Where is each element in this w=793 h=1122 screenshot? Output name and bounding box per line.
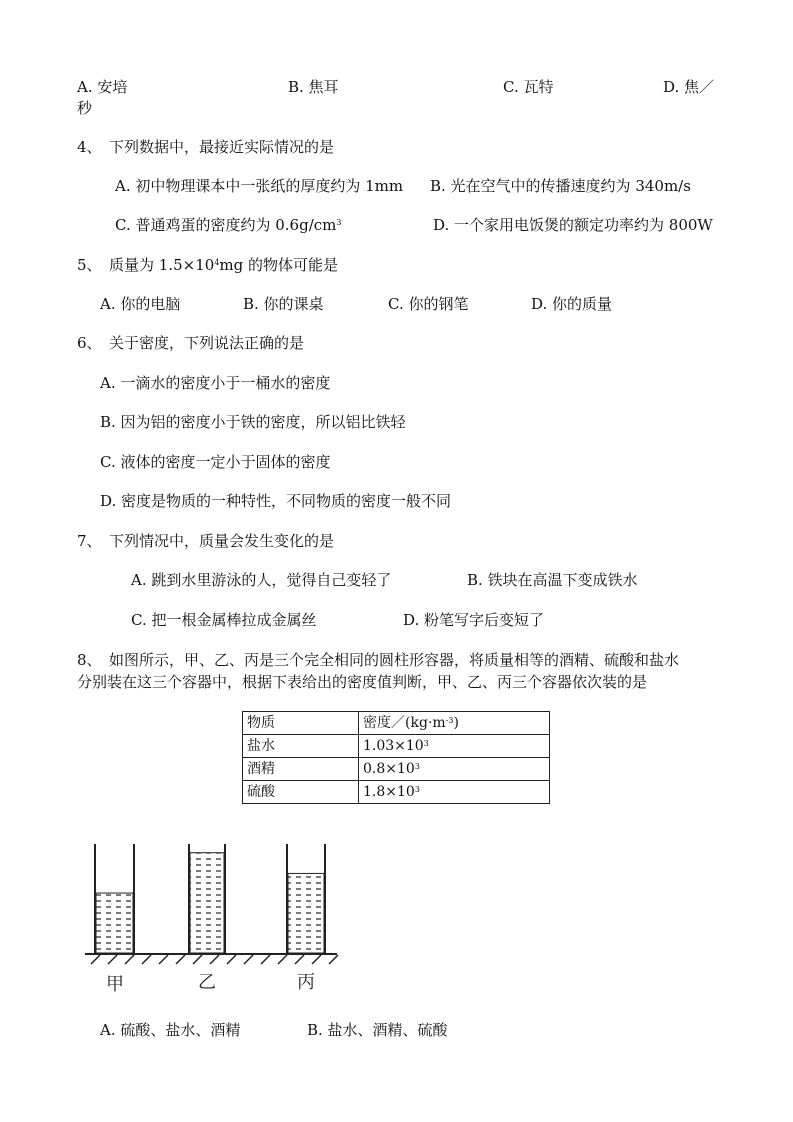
option-a: A. 安培 — [77, 78, 128, 96]
question-4-option-d: D. 一个家用电饭煲的额定功率约为 800W — [433, 216, 713, 234]
density-table — [242, 711, 550, 804]
table-row — [243, 758, 550, 781]
question-4-option-c: C. 普通鸡蛋的密度约为 $0.6g/cm^3$ — [115, 216, 342, 234]
question-7-option-b: B. 铁块在高温下变成铁水 — [467, 571, 638, 589]
table-header-substance: 物质 — [243, 712, 359, 735]
question-8-option-a: A. 硫酸、盐水、酒精 — [100, 1021, 241, 1039]
option-d-continued: 秒 — [77, 99, 93, 117]
liquid-jia — [96, 893, 133, 953]
question-4-option-b: B. 光在空气中的传播速度约为 340m/s — [430, 177, 691, 195]
question-5-option-a: A. 你的电脑 — [100, 295, 181, 313]
liquid-yi — [190, 853, 224, 953]
question-5-option-c: C. 你的钢笔 — [388, 295, 469, 313]
question-7-option-a: A. 跳到水里游泳的人，觉得自己变轻了 — [131, 571, 392, 589]
table-header-row — [243, 712, 550, 735]
table-cell-density: $0.8\times 10^3$ — [359, 758, 550, 781]
container-bing — [287, 844, 325, 954]
table-row — [243, 781, 550, 804]
question-5-stem: 5、 质量为 $1.5\times 10^4mg$ 的物体可能是 — [77, 256, 339, 274]
table-cell-density: $1.8\times 10^3$ — [359, 781, 550, 804]
question-6-option-b: B. 因为铝的密度小于铁的密度，所以铝比铁轻 — [100, 413, 406, 431]
label-yi: 乙 — [198, 972, 216, 993]
question-8-option-b: B. 盐水、酒精、硫酸 — [307, 1021, 448, 1039]
question-7-stem: 7、 下列情况中，质量会发生变化的是 — [77, 532, 335, 550]
table-cell-density: $1.03\times 10^3$ — [359, 735, 550, 758]
question-4-stem: 4、 下列数据中，最接近实际情况的是 — [77, 138, 335, 156]
question-6-option-c: C. 液体的密度一定小于固体的密度 — [100, 453, 331, 471]
table-cell-substance: 硫酸 — [243, 781, 359, 804]
question-6-option-d: D. 密度是物质的一种特性，不同物质的密度一般不同 — [100, 492, 452, 510]
ground-hatching — [91, 955, 338, 964]
question-5-option-d: D. 你的质量 — [531, 295, 613, 313]
question-7-option-d: D. 粉笔写字后变短了 — [403, 611, 545, 629]
table-cell-substance: 酒精 — [243, 758, 359, 781]
question-8-stem-line2: 分别装在这三个容器中，根据下表给出的密度值判断，甲、乙、丙三个容器依次装的是 — [77, 673, 648, 691]
question-6-option-a: A. 一滴水的密度小于一桶水的密度 — [100, 374, 331, 392]
question-4-option-a: A. 初中物理课本中一张纸的厚度约为 1mm — [115, 177, 404, 195]
table-cell-substance: 盐水 — [243, 735, 359, 758]
option-b: B. 焦耳 — [288, 78, 339, 96]
question-5-option-b: B. 你的课桌 — [243, 295, 324, 313]
liquid-bing — [288, 873, 324, 953]
option-c: C. 瓦特 — [503, 78, 554, 96]
label-bing: 丙 — [297, 972, 315, 993]
table-header-density: 密度$/(kg\cdot m^{-3})$ — [359, 712, 550, 735]
option-d: D. 焦／ — [663, 78, 715, 96]
container-yi — [189, 844, 225, 954]
table-row — [243, 735, 550, 758]
question-8-stem-line1: 8、 如图所示，甲、乙、丙是三个完全相同的圆柱形容器，将质量相等的酒精、硫酸和盐水 — [77, 651, 680, 669]
container-jia — [95, 844, 134, 954]
containers-figure — [85, 838, 345, 998]
question-6-stem: 6、 关于密度，下列说法正确的是 — [77, 334, 305, 352]
label-jia: 甲 — [106, 974, 124, 995]
question-7-option-c: C. 把一根金属棒拉成金属丝 — [131, 611, 317, 629]
